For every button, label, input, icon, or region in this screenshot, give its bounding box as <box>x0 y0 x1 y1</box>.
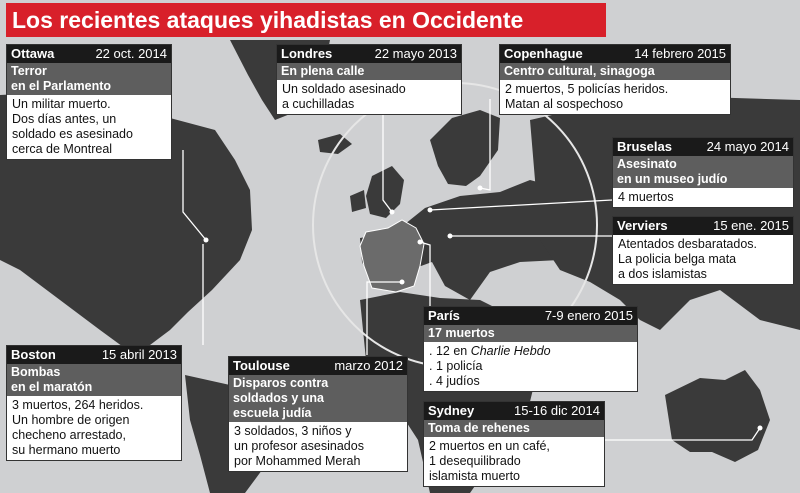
event-card-sydney <box>423 401 605 487</box>
event-description: 2 muertos en un café, 1 desequilibrado islamista muerto <box>429 439 550 483</box>
event-city: París <box>428 308 460 323</box>
event-description: 4 muertos <box>618 190 674 204</box>
event-card-verviers <box>612 216 794 285</box>
event-city: Ottawa <box>11 46 55 61</box>
event-header <box>277 45 461 63</box>
event-date: 22 oct. 2014 <box>95 46 167 61</box>
event-city: Copenhague <box>504 46 583 61</box>
event-card-toulouse <box>228 356 408 472</box>
event-header <box>613 138 793 156</box>
event-card-bruselas <box>612 137 794 208</box>
event-subtitle: Centro cultural, sinagoga <box>500 63 730 80</box>
event-city: Boston <box>11 347 56 362</box>
event-header <box>7 346 181 364</box>
event-date: marzo 2012 <box>334 358 403 373</box>
event-city: Verviers <box>617 218 668 233</box>
event-header <box>424 402 604 420</box>
event-city: Bruselas <box>617 139 672 154</box>
event-header <box>7 45 171 63</box>
event-header <box>500 45 730 63</box>
event-city: Sydney <box>428 403 475 418</box>
event-card-londres <box>276 44 462 115</box>
event-subtitle: Bombas en el maratón <box>7 364 181 396</box>
event-card-ottawa <box>6 44 172 160</box>
event-card-copenhague <box>499 44 731 115</box>
event-card-paris <box>423 306 638 392</box>
page-title: Los recientes ataques yihadistas en Occidente <box>6 3 606 37</box>
event-header <box>613 217 793 235</box>
event-date: 15 ene. 2015 <box>713 218 789 233</box>
event-date: 7-9 enero 2015 <box>544 308 633 323</box>
event-city: Toulouse <box>233 358 290 373</box>
event-description: 3 soldados, 3 niños y un profesor asesinados por Mohammed Merah <box>234 424 364 468</box>
event-description: 2 muertos, 5 policías heridos. Matan al sospechoso <box>505 82 669 111</box>
event-subtitle: 17 muertos <box>424 325 637 342</box>
event-description: . 12 en Charlie Hebdo . 1 policía . 4 judíos <box>429 344 551 388</box>
event-description: Un soldado asesinado a cuchilladas <box>282 82 406 111</box>
event-subtitle: Asesinato en un museo judío <box>613 156 793 188</box>
event-subtitle: Disparos contra soldados y una escuela judía <box>229 375 407 422</box>
event-subtitle: Terror en el Parlamento <box>7 63 171 95</box>
event-description: 3 muertos, 264 heridos. Un hombre de origen checheno arrestado, su hermano muerto <box>12 398 144 457</box>
event-date: 22 mayo 2013 <box>374 46 457 61</box>
event-subtitle: Toma de rehenes <box>424 420 604 437</box>
event-date: 14 febrero 2015 <box>634 46 726 61</box>
event-date: 15 abril 2013 <box>101 347 177 362</box>
event-date: 24 mayo 2014 <box>706 139 789 154</box>
event-card-boston <box>6 345 182 461</box>
event-subtitle: En plena calle <box>277 63 461 80</box>
event-city: Londres <box>281 46 333 61</box>
event-header <box>424 307 637 325</box>
event-description: Atentados desbaratados. La policia belga mata a dos islamistas <box>618 237 757 281</box>
event-header <box>229 357 407 375</box>
charlie-hebdo-text: Charlie Hebdo <box>470 344 551 358</box>
event-description: Un militar muerto. Dos días antes, un soldado es asesinado cerca de Montreal <box>12 97 133 156</box>
event-date: 15-16 dic 2014 <box>513 403 600 418</box>
